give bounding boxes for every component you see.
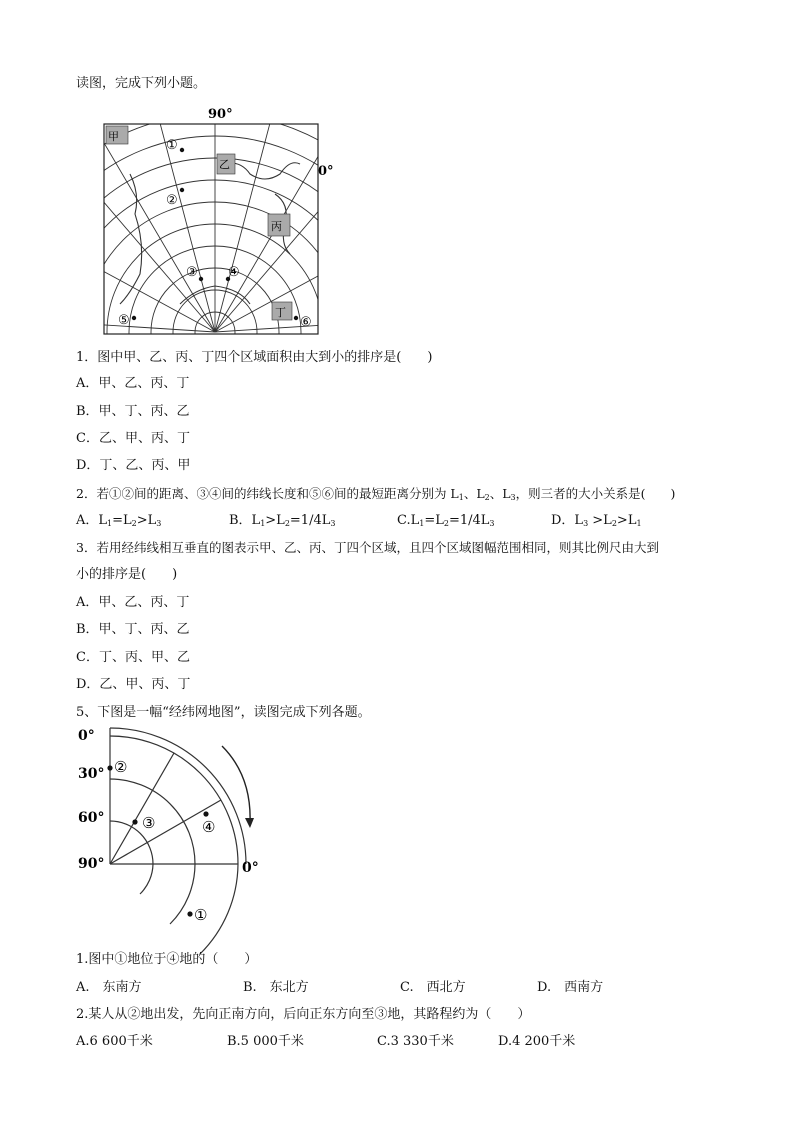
point-5-label: ⑤	[118, 313, 130, 328]
map2-lat-0: 0°	[78, 728, 95, 744]
region-bing-label: 丙	[271, 220, 282, 233]
point-1-label: ①	[166, 138, 178, 153]
map2-lat-90: 90°	[78, 856, 105, 872]
region-jia-label: 甲	[108, 130, 119, 143]
map2-point-3: ③	[142, 814, 156, 832]
polar-projection-map	[100, 104, 340, 336]
q5-sub2-option-a[interactable]: A.6 600千米	[76, 1034, 153, 1049]
intro-text: 读图，完成下列小题。	[76, 76, 207, 91]
map2-point-4: ④	[202, 818, 216, 836]
q5-stem: 5、下图是一幅“经纬网地图”，读图完成下列各题。	[76, 705, 371, 720]
q5-sub1-option-b[interactable]: B. 东北方	[243, 980, 309, 995]
q2-option-a[interactable]: A．$L_1=L_2>L_3$	[76, 513, 162, 528]
map1-right-label: 0°	[318, 164, 334, 179]
q3-option-a[interactable]: A．甲、乙、丙、丁	[76, 595, 190, 610]
q5-sub2-option-c[interactable]: C.3 330千米	[377, 1034, 454, 1049]
q1-option-d[interactable]: D．丁、乙、丙、甲	[76, 458, 191, 473]
q1-stem: 1．图中甲、乙、丙、丁四个区域面积由大到小的排序是( )	[76, 350, 433, 365]
point-3-label: ③	[186, 265, 198, 280]
map2-lat-60: 60°	[78, 810, 105, 826]
map1-top-label: 90°	[208, 107, 233, 122]
q3-option-c[interactable]: C．丁、丙、甲、乙	[76, 650, 190, 665]
map2-lat-30: 30°	[78, 766, 105, 782]
q1-option-b[interactable]: B．甲、丁、丙、乙	[76, 404, 190, 419]
q2-option-c[interactable]: $C.L_1=L_2=1/4L_3$	[397, 513, 495, 528]
q3-stem-line1: 3．若用经纬线相互垂直的图表示甲、乙、丙、丁四个区域，且四个区域图幅范围相同，则其比例尺由大到	[76, 540, 659, 555]
q5-sub2-stem: 2.某人从②地出发，先向正南方向，后向正东方向至③地，其路程约为（ ）	[76, 1007, 531, 1022]
q2-option-d[interactable]: D．$L_3 >L_2>L_1$	[551, 513, 642, 528]
q5-sub2-option-d[interactable]: D.4 200千米	[498, 1034, 576, 1049]
graticule-fan-map	[80, 726, 280, 938]
q5-sub1-option-c[interactable]: C. 西北方	[400, 980, 466, 995]
q5-sub2-option-b[interactable]: B.5 000千米	[227, 1034, 304, 1049]
map2-right-label: 0°	[242, 860, 259, 876]
q1-option-c[interactable]: C．乙、甲、丙、丁	[76, 431, 190, 446]
map2-point-2: ②	[114, 758, 128, 776]
q5-sub1-stem: 1.图中①地位于④地的（ ）	[76, 952, 258, 967]
map2-point-1: ①	[194, 906, 208, 924]
point-6-label: ⑥	[300, 315, 312, 330]
q1-option-a[interactable]: A．甲、乙、丙、丁	[76, 376, 190, 391]
q2-stem: 2．若①②间的距离、③④间的纬线长度和⑤⑥间的最短距离分别为 $L_1$、$L_2$、$L_3$，则三者的大小关系是( )	[76, 486, 676, 502]
q5-sub1-option-d[interactable]: D. 西南方	[537, 980, 604, 995]
region-ding-label: 丁	[275, 306, 286, 319]
q3-option-d[interactable]: D．乙、甲、丙、丁	[76, 677, 191, 692]
q2-option-b[interactable]: B．$L_1>L_2=1/4L_3$	[229, 513, 336, 528]
q3-stem-line2: 小的排序是( )	[76, 567, 178, 582]
point-2-label: ②	[166, 193, 178, 208]
region-yi-label: 乙	[219, 158, 230, 171]
q5-sub1-option-a[interactable]: A. 东南方	[76, 980, 142, 995]
point-4-label: ④	[228, 265, 240, 280]
q3-option-b[interactable]: B．甲、丁、丙、乙	[76, 622, 190, 637]
